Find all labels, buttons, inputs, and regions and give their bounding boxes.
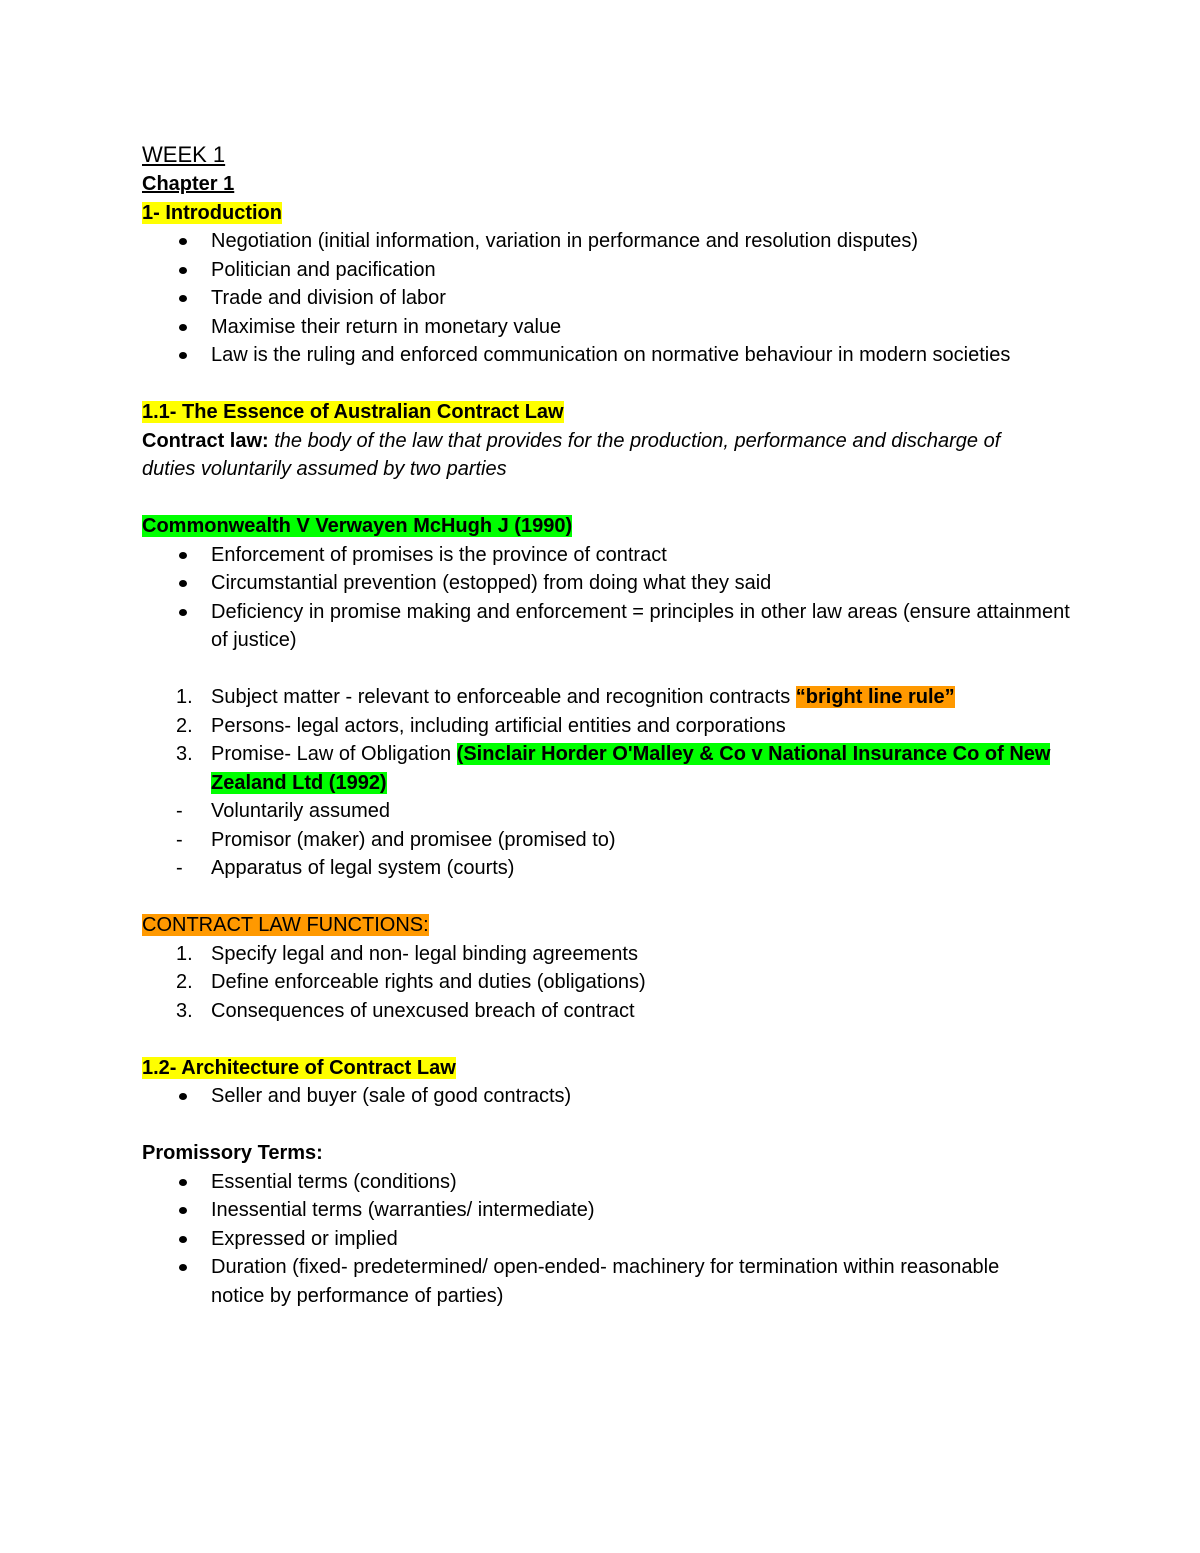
essence-heading: 1.1- The Essence of Australian Contract Law	[142, 401, 564, 423]
list-item: 2. Define enforceable rights and duties (obligations)	[142, 968, 1062, 997]
bright-line-rule-highlight: “bright line rule”	[795, 686, 955, 708]
bullet-icon	[179, 580, 187, 587]
intro-bullet-list	[142, 227, 1062, 370]
document-page	[142, 140, 1070, 1310]
bullet-icon	[179, 552, 187, 559]
promissory-bullet-list	[142, 1168, 1062, 1311]
list-item: Circumstantial prevention (estopped) from doing what they said	[142, 569, 1062, 598]
chapter-heading: Chapter 1	[142, 173, 235, 195]
list-item: Politician and pacification	[142, 256, 1062, 285]
bullet-icon	[179, 295, 187, 302]
bullet-icon	[179, 267, 187, 274]
spacer	[142, 883, 1062, 912]
list-number: 2.	[176, 971, 193, 993]
list-item: 2. Persons- legal actors, including artificial entities and corporations	[142, 712, 1062, 741]
promissory-heading: Promissory Terms:	[142, 1142, 323, 1164]
spacer	[142, 484, 1062, 513]
sinclair-case-highlight: (Sinclair Horder O'Malley & Co v National Insurance Co of New Zealand Ltd (1992)	[211, 743, 1051, 794]
bullet-icon	[179, 609, 187, 616]
case-heading: Commonwealth V Verwayen McHugh J (1990)	[142, 515, 573, 537]
list-item: Trade and division of labor	[142, 284, 1062, 313]
list-item: Seller and buyer (sale of good contracts)	[142, 1082, 1062, 1111]
list-item: Essential terms (conditions)	[142, 1168, 1062, 1197]
list-item: Negotiation (initial information, variation in performance and resolution disputes)	[142, 227, 1062, 256]
bullet-icon	[179, 1236, 187, 1243]
list-number: 3.	[176, 743, 193, 765]
list-item: 1. Specify legal and non- legal binding agreements	[142, 940, 1062, 969]
dash-marker: -	[176, 800, 183, 822]
functions-heading-line	[142, 911, 1062, 940]
bullet-icon	[179, 1264, 187, 1271]
bullet-icon	[179, 1179, 187, 1186]
list-item: Maximise their return in monetary value	[142, 313, 1062, 342]
bullet-icon	[179, 352, 187, 359]
intro-heading: 1- Introduction	[142, 201, 282, 224]
spacer	[142, 1111, 1062, 1140]
bullet-icon	[179, 1093, 187, 1100]
spacer	[142, 370, 1062, 399]
list-item: Inessential terms (warranties/ intermediate)	[142, 1196, 1062, 1225]
week-title: WEEK 1	[142, 142, 226, 167]
definition-text: the body of the law that provides for the production, performance and discharge of duties voluntarily assumed by two parties	[142, 429, 1001, 480]
list-number: 1.	[176, 686, 193, 708]
elements-numbered-list	[142, 683, 1062, 883]
dash-marker: -	[176, 828, 183, 851]
list-item: 3. Promise- Law of Obligation (Sinclair Horder O'Malley & Co v National Insurance Co of New Zealand Ltd (1992)	[142, 740, 1051, 797]
list-item: - Voluntarily assumed	[142, 797, 1062, 826]
bullet-icon	[179, 1207, 187, 1214]
list-item: Expressed or implied	[142, 1225, 1062, 1254]
architecture-heading-line	[142, 1054, 1062, 1083]
list-item: Enforcement of promises is the province of contract	[142, 541, 1062, 570]
essence-heading-line	[142, 398, 1062, 427]
case-heading-line	[142, 512, 1062, 541]
spacer	[142, 1025, 1062, 1054]
list-item: Law is the ruling and enforced communication on normative behaviour in modern societies	[142, 341, 1051, 370]
architecture-bullet-list	[142, 1082, 1062, 1111]
contract-law-definition	[142, 427, 1052, 484]
list-item: 1. Subject matter - relevant to enforceable and recognition contracts “bright line rule”	[142, 683, 1062, 712]
list-number: 1.	[176, 942, 193, 965]
list-item: 3. Consequences of unexcused breach of contract	[142, 997, 1062, 1026]
intro-heading-line	[142, 199, 1062, 228]
architecture-heading: 1.2- Architecture of Contract Law	[142, 1056, 456, 1079]
bullet-icon	[179, 324, 187, 331]
spacer	[142, 655, 1062, 684]
functions-heading: CONTRACT LAW FUNCTIONS:	[142, 914, 429, 936]
functions-numbered-list	[142, 940, 1062, 1026]
list-item: Deficiency in promise making and enforcement = principles in other law areas (ensure attainment of justice)	[142, 598, 1071, 655]
case-bullet-list	[142, 541, 1070, 655]
list-item: - Promisor (maker) and promisee (promised to)	[142, 826, 1062, 855]
list-item: - Apparatus of legal system (courts)	[142, 854, 1062, 883]
bullet-icon	[179, 238, 187, 245]
dash-marker: -	[176, 857, 183, 879]
list-number: 2.	[176, 714, 193, 737]
list-number: 3.	[176, 999, 193, 1022]
list-item: Duration (fixed- predetermined/ open-ended- machinery for termination within reasonable notice by performance of parties)	[142, 1253, 1031, 1310]
definition-term: Contract law:	[142, 429, 269, 452]
